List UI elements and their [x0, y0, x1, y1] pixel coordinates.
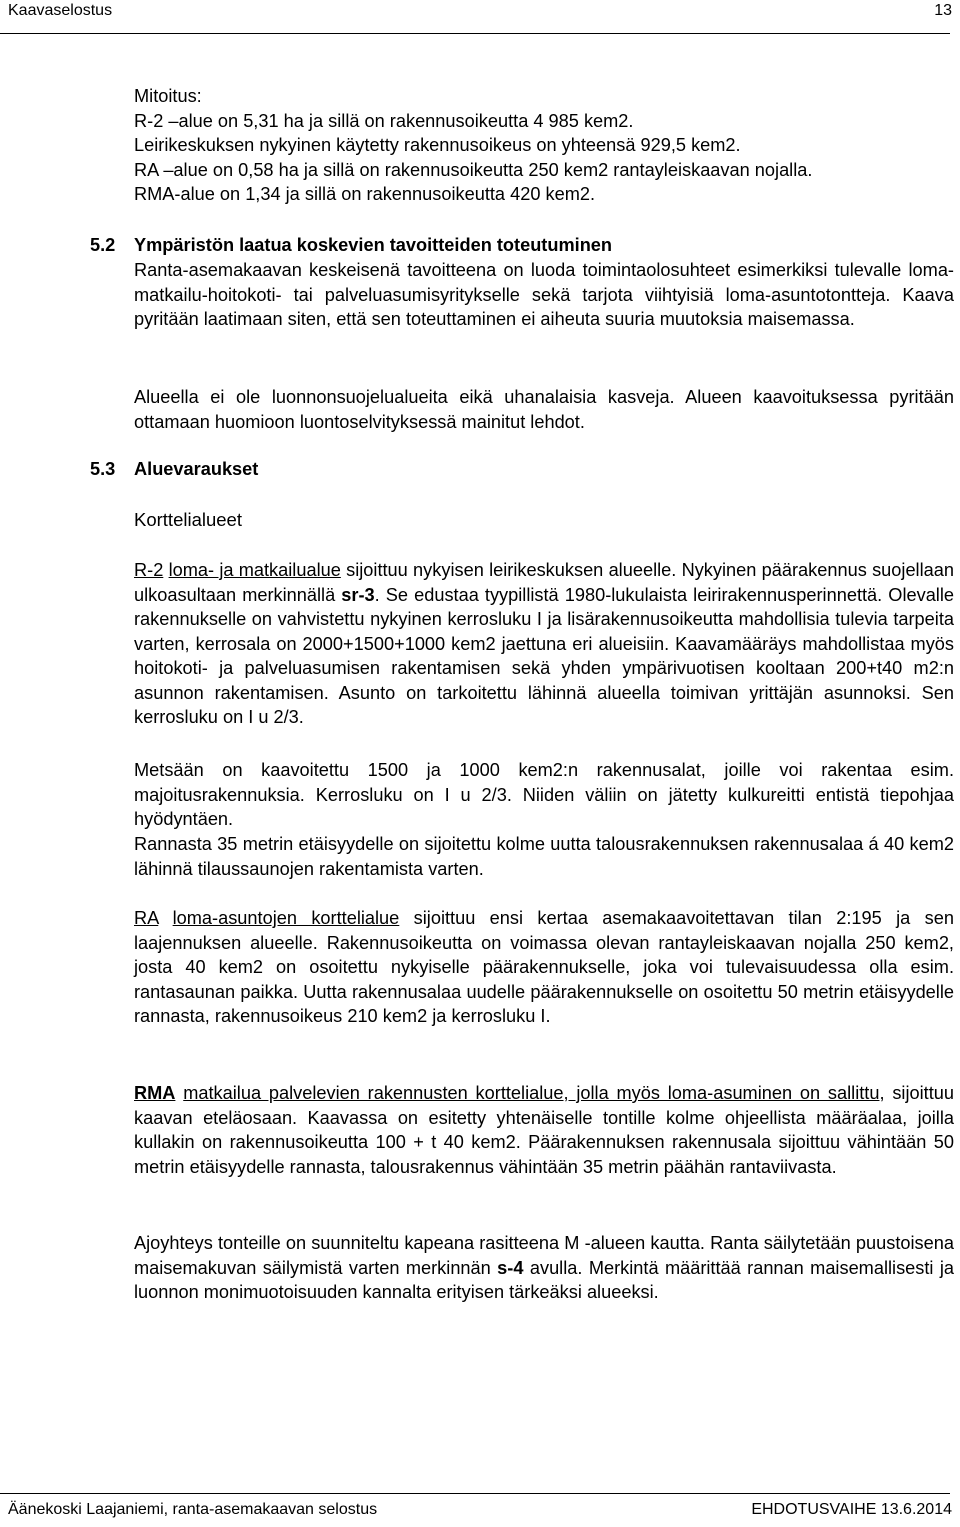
zone-code: RMA [134, 1083, 176, 1103]
zone-name: loma-asuntojen korttelialue [172, 908, 400, 928]
section-paragraph: Alueella ei ole luonnonsuojelualueita eikä uhanalaisia kasveja. Alueen kaavoituksessa pyritään ottamaan huomioon luontoselvityksessä mainitut lehdot. [134, 387, 954, 432]
zone-code: R-2 [134, 560, 164, 580]
zone-name: matkailua palvelevien rakennusten korttelialue, jolla myös loma-asuminen on sallittu [183, 1083, 880, 1103]
document-title: Kaavaselostus [8, 2, 113, 19]
subsection-heading: Korttelialueet [134, 509, 242, 530]
mitoitus-block [134, 84, 954, 207]
rma-paragraph: RMA matkailua palvelevien rakennusten korttelialue, jolla myös loma-asuminen on sallittu, sijoittuu kaavan eteläosaan. Kaavassa on esitetty yhtenäiselle tontille kolme ohjeellista määräalaa, joilla kullakin on rakennusoikeutta 100 + t 40 kem2. Päärakennuksen rakennusala sijoittuu vähintään 50 metrin etäisyydelle rannasta, talousrakennus vähintään 35 metrin päähän rantaviivasta. [134, 1083, 954, 1177]
mitoitus-title: Mitoitus: [134, 86, 202, 106]
mitoitus-line: Leirikeskuksen nykyinen käytetty rakennusoikeus on yhteensä 929,5 kem2. [134, 135, 741, 155]
section-paragraph: Metsään on kaavoitettu 1500 ja 1000 kem2:n rakennusalat, joille voi rakentaa esim. majoitusrakennuksia. Kerrosluku on I u 2/3. Niiden väliin on jätetty kulkureitti entistä tiepohjaa hyödyntäen. [134, 760, 954, 829]
section-heading: Ympäristön laatua koskevien tavoitteiden toteutuminen [134, 235, 613, 255]
section-number: 5.2 [90, 235, 116, 255]
page-number: 13 [934, 2, 952, 19]
ra-paragraph: RA loma-asuntojen korttelialue sijoittuu ensi kertaa asemakaavoitettavan tilan 2:195 ja sen laajennuksen alueelle. Rakennusoikeutta on voimassa olevan rantayleiskaavan nojalla 250 kem2, josta 40 kem2 on osoitettu nykyiselle päärakennukselle, joka voi tulevaisuudessa olla esim. rantasaunan paikka. Uutta rakennusalaa uudelle päärakennukselle on osoitettu 50 metrin etäisyydelle rannasta, rakennusoikeus 210 kem2 ja kerrosluku I. [134, 908, 954, 1026]
page-header [0, 0, 960, 34]
mitoitus-line: RA –alue on 0,58 ha ja sillä on rakennusoikeutta 250 kem2 rantayleiskaavan nojalla. [134, 159, 813, 180]
section-paragraph: Rannasta 35 metrin etäisyydelle on sijoitettu kolme uutta talousrakennuksen rakennusalaa á 40 kem2 lähinnä tilaussaunojen rakentamista varten. [134, 834, 954, 879]
mitoitus-line: R-2 –alue on 5,31 ha ja sillä on rakennusoikeutta 4 985 kem2. [134, 110, 634, 131]
zone-marking: sr-3 [341, 584, 375, 605]
zone-code: RA [134, 908, 159, 928]
page-footer [0, 1493, 960, 1527]
header-divider [0, 33, 950, 34]
footer-divider [0, 1493, 950, 1494]
mitoitus-line: RMA-alue on 1,34 ja sillä on rakennusoikeutta 420 kem2. [134, 184, 596, 204]
section-paragraph: Ranta-asemakaavan keskeisenä tavoitteena on luoda toimintaolosuhteet esimerkiksi tulevalle loma-matkailu-hoitokoti- tai palveluasumisyritykselle sekä tarjota viihtyisiä loma-asuntotontteja. Kaava pyritään laatimaan siten, että sen toteuttaminen ei aiheuta suuria muutoksia maisemassa. [134, 260, 954, 329]
section-number: 5.3 [90, 459, 116, 479]
zone-marking: s-4 [497, 1257, 524, 1278]
section-heading: Aluevaraukset [134, 459, 259, 479]
r2-paragraph: R-2 loma- ja matkailualue sijoittuu nykyisen leirikeskuksen alueelle. Nykyinen päärakennus suojellaan ulkoasultaan merkinnällä sr-3. Se edustaa tyypillistä 1980-lukulaista leirirakennusperinnettä. Olevalle rakennukselle on vahvistettu nykyinen kerrosluku I ja lisärakennusoikeutta mahdollisia tulevia tarpeita varten, kerrosala on 2000+1500+1000 kem2 jaettuna eri alueisiin. Kaavamääräys mahdollistaa myös hoitokoti- ja palveluasumisen rakentamisen sekä yhden ympärivuotisen kooltaan 200+t40 m2:n asunnon rakentamisen. Asunto on tarkoitettu lähinnä alueella toimivan yrittäjän asunnoksi. Sen kerrosluku on I u 2/3. [134, 560, 954, 727]
zone-name: loma- ja matkailualue [168, 560, 341, 580]
access-paragraph: Ajoyhteys tonteille on suunniteltu kapeana rasitteena M -alueen kautta. Ranta säilytetään puustoisena maisemakuvan säilymistä varten merkinnän s-4 avulla. Merkintä määrittää rannan maisemallisesti ja luonnon monimuotoisuuden kannalta erityisen tärkeäksi alueeksi. [134, 1233, 955, 1302]
footer-stage-date: EHDOTUSVAIHE 13.6.2014 [751, 1501, 952, 1518]
footer-document-name: Äänekoski Laajaniemi, ranta-asemakaavan selostus [8, 1501, 378, 1518]
